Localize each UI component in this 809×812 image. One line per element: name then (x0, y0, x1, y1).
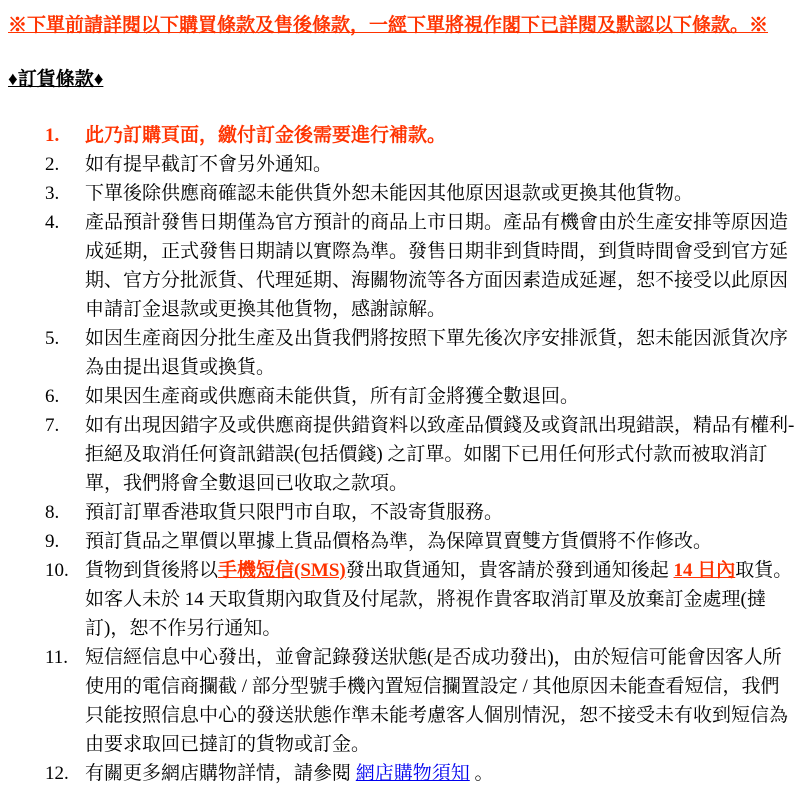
term-text: 如有出現因錯字及或供應商提供錯資料以致產品價錢及或資訊出現錯誤，精品有權利-拒絕及取消任何資訊錯誤(包括價錢) 之訂單。如閣下已用任何形式付款而被取消訂單，我們將會全數退回已收取之款項。 (85, 415, 795, 494)
term-text: 下單後除供應商確認未能供貨外恕未能因其他原因退款或更換其他貨物。 (85, 183, 694, 204)
term-number: 9. (45, 531, 60, 552)
term-text: 發出取貨通知，貴客請於發到通知後起 (345, 560, 674, 581)
term-text: 預訂訂單香港取貨只限門市自取，不設寄貨服務。 (85, 502, 504, 523)
term-text: 如因生產商因分批生產及出貨我們將按照下單先後次序安排派貨，恕未能因派貨次序為由提出退貨或換貨。 (85, 328, 789, 378)
term-text: 如果因生產商或供應商未能供貨，所有訂金將獲全數退回。 (85, 386, 580, 407)
term-text: 取貨。如客人未於 14 天取貨期內取貨及付尾款，將視作貴客取消訂單及放棄訂金處理(撻訂)，恕不作另行通知。 (85, 560, 793, 639)
term-text: 產品預計發售日期僅為官方預計的商品上市日期。產品有機會由於生產安排等原因造成延期，正式發售日期請以實際為準。發售日期非到貨時間，到貨時間會受到官方延期、官方分批派貨、代理延期、海關物流等各方面因素造成延遲，恕不接受以此原因申請訂金退款或更換其他貨物，感謝諒解。 (85, 212, 789, 320)
term-number: 11. (45, 647, 69, 668)
term-item-6 (45, 382, 797, 411)
term-item-2 (45, 150, 797, 179)
term-text: 此乃訂購頁面，繳付訂金後需要進行補款。 (85, 125, 447, 146)
term-item-10 (45, 556, 797, 643)
term-item-12 (45, 759, 797, 788)
term-text: 。 (469, 763, 494, 784)
term-text: 如有提早截訂不會另外通知。 (85, 154, 333, 175)
term-number: 6. (45, 386, 60, 407)
term-item-1 (45, 121, 797, 150)
term-highlight: 手機短信(SMS) (218, 560, 346, 581)
section-title-row (8, 68, 809, 92)
section-title: ♦訂貨條款♦ (8, 69, 104, 90)
term-number: 3. (45, 183, 60, 204)
term-number: 8. (45, 502, 60, 523)
term-number: 10. (45, 560, 69, 581)
term-text: 預訂貨品之單價以單據上貨品價格為準，為保障買賣雙方貨價將不作修改。 (85, 531, 713, 552)
term-item-8 (45, 498, 797, 527)
term-text: 短信經信息中心發出，並會記錄發送狀態(是否成功發出)，由於短信可能會因客人所使用的電信商攔截 / 部分型號手機內置短信攔置設定 / 其他原因未能查看短信，我們只能按照信息中心的發送狀態作準未能考慮客人個別情況，恕不接受未有收到短信為由要求取回已撻訂的貨物或訂金。 (85, 647, 789, 755)
store-shopping-notice-link[interactable]: 網店購物須知 (355, 763, 470, 784)
term-item-5 (45, 324, 797, 382)
term-number: 2. (45, 154, 60, 175)
term-highlight: 14 日內 (673, 560, 736, 581)
term-number: 12. (45, 763, 69, 784)
term-number: 7. (45, 415, 60, 436)
term-number: 1. (45, 125, 60, 146)
term-item-4 (45, 208, 797, 324)
term-item-7 (45, 411, 797, 498)
term-item-9 (45, 527, 797, 556)
term-number: 4. (45, 212, 60, 233)
term-text: 貨物到貨後將以 (85, 560, 219, 581)
term-item-11 (45, 643, 797, 759)
term-number: 5. (45, 328, 60, 349)
terms-list (0, 121, 809, 788)
pre-order-notice: ※下單前請詳閱以下購買條款及售後條款，一經下單將視作閣下已詳閱及默認以下條款。※ (8, 15, 769, 36)
term-item-3 (45, 179, 797, 208)
term-text: 有關更多網店購物詳情，請參閱 (85, 763, 356, 784)
